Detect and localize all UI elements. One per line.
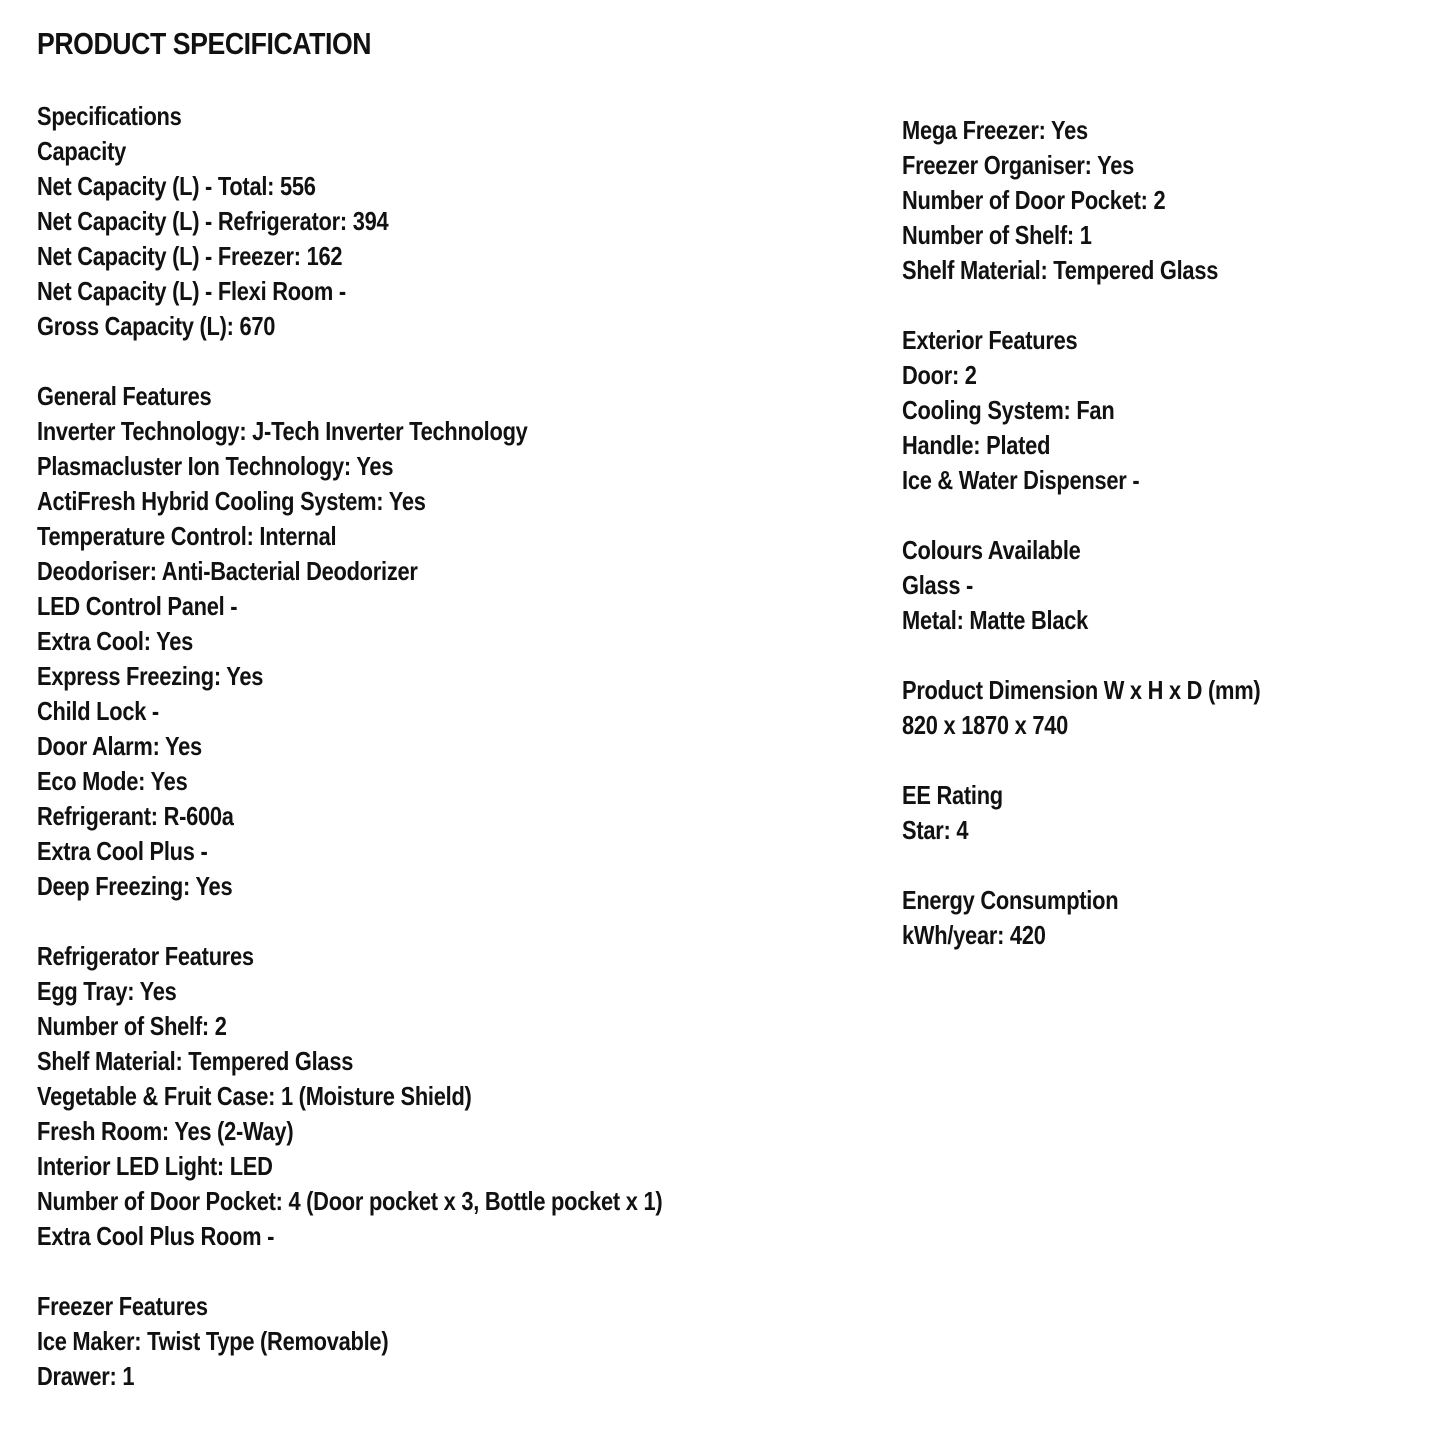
spec-line: Shelf Material: Tempered Glass xyxy=(902,255,1219,285)
spec-line: Net Capacity (L) - Flexi Room - xyxy=(37,276,346,306)
spec-section-energy-consumption xyxy=(902,883,1329,953)
spec-section-specifications xyxy=(37,99,782,344)
spec-line: Inverter Technology: J-Tech Inverter Technology xyxy=(37,416,528,446)
spec-line: Number of Door Pocket: 4 (Door pocket x 3, Bottle pocket x 1) xyxy=(37,1186,663,1216)
spec-line: Number of Shelf: 1 xyxy=(902,220,1092,250)
spec-section-continued xyxy=(902,113,1329,288)
spec-line: Child Lock - xyxy=(37,696,159,726)
spec-line: Deodoriser: Anti-Bacterial Deodorizer xyxy=(37,556,418,586)
spec-line: kWh/year: 420 xyxy=(902,920,1046,950)
spec-line: Plasmacluster Ion Technology: Yes xyxy=(37,451,394,481)
spec-line: Vegetable & Fruit Case: 1 (Moisture Shield) xyxy=(37,1081,472,1111)
spec-line: Door: 2 xyxy=(902,360,977,390)
section-heading: EE Rating xyxy=(902,780,1003,810)
spec-section-ee-rating xyxy=(902,778,1329,848)
spec-column-left xyxy=(37,99,782,1429)
spec-line: Number of Shelf: 2 xyxy=(37,1011,227,1041)
spec-line: Interior LED Light: LED xyxy=(37,1151,273,1181)
section-heading: Exterior Features xyxy=(902,325,1078,355)
section-heading: Freezer Features xyxy=(37,1291,208,1321)
section-heading: Energy Consumption xyxy=(902,885,1119,915)
section-heading: Specifications xyxy=(37,101,182,131)
section-heading: Refrigerator Features xyxy=(37,941,254,971)
spec-section-product-dimension-w-x-h-x-d-mm xyxy=(902,673,1329,743)
spec-line: Capacity xyxy=(37,136,127,166)
spec-line: Refrigerant: R-600a xyxy=(37,801,234,831)
spec-line: ActiFresh Hybrid Cooling System: Yes xyxy=(37,486,426,516)
spec-line: Net Capacity (L) - Freezer: 162 xyxy=(37,241,343,271)
spec-line: Temperature Control: Internal xyxy=(37,521,337,551)
section-heading: Colours Available xyxy=(902,535,1081,565)
section-heading: Product Dimension W x H x D (mm) xyxy=(902,675,1261,705)
spec-section-exterior-features xyxy=(902,323,1329,498)
spec-line: Net Capacity (L) - Total: 556 xyxy=(37,171,316,201)
spec-line: Metal: Matte Black xyxy=(902,605,1089,635)
spec-line: Drawer: 1 xyxy=(37,1361,135,1391)
spec-line: Eco Mode: Yes xyxy=(37,766,188,796)
spec-section-freezer-features xyxy=(37,1289,782,1394)
spec-line: Ice Maker: Twist Type (Removable) xyxy=(37,1326,389,1356)
spec-line: Extra Cool Plus Room - xyxy=(37,1221,275,1251)
spec-line: Door Alarm: Yes xyxy=(37,731,202,761)
spec-line: LED Control Panel - xyxy=(37,591,238,621)
spec-line: Freezer Organiser: Yes xyxy=(902,150,1135,180)
page-title: PRODUCT SPECIFICATION xyxy=(37,26,372,61)
spec-line: Glass - xyxy=(902,570,974,600)
spec-line: 820 x 1870 x 740 xyxy=(902,710,1069,740)
spec-line: Fresh Room: Yes (2-Way) xyxy=(37,1116,294,1146)
spec-section-colours-available xyxy=(902,533,1329,638)
spec-line: Cooling System: Fan xyxy=(902,395,1115,425)
spec-line: Net Capacity (L) - Refrigerator: 394 xyxy=(37,206,389,236)
spec-line: Star: 4 xyxy=(902,815,969,845)
spec-line: Extra Cool: Yes xyxy=(37,626,194,656)
spec-section-general-features xyxy=(37,379,782,904)
spec-line: Express Freezing: Yes xyxy=(37,661,264,691)
spec-line: Mega Freezer: Yes xyxy=(902,115,1088,145)
spec-line: Gross Capacity (L): 670 xyxy=(37,311,276,341)
spec-line: Shelf Material: Tempered Glass xyxy=(37,1046,354,1076)
spec-line: Deep Freezing: Yes xyxy=(37,871,233,901)
spec-line: Handle: Plated xyxy=(902,430,1051,460)
spec-line: Number of Door Pocket: 2 xyxy=(902,185,1166,215)
spec-section-refrigerator-features xyxy=(37,939,782,1254)
spec-column-right xyxy=(902,113,1329,988)
spec-line: Egg Tray: Yes xyxy=(37,976,177,1006)
spec-line: Ice & Water Dispenser - xyxy=(902,465,1140,495)
section-heading: General Features xyxy=(37,381,212,411)
spec-line: Extra Cool Plus - xyxy=(37,836,208,866)
